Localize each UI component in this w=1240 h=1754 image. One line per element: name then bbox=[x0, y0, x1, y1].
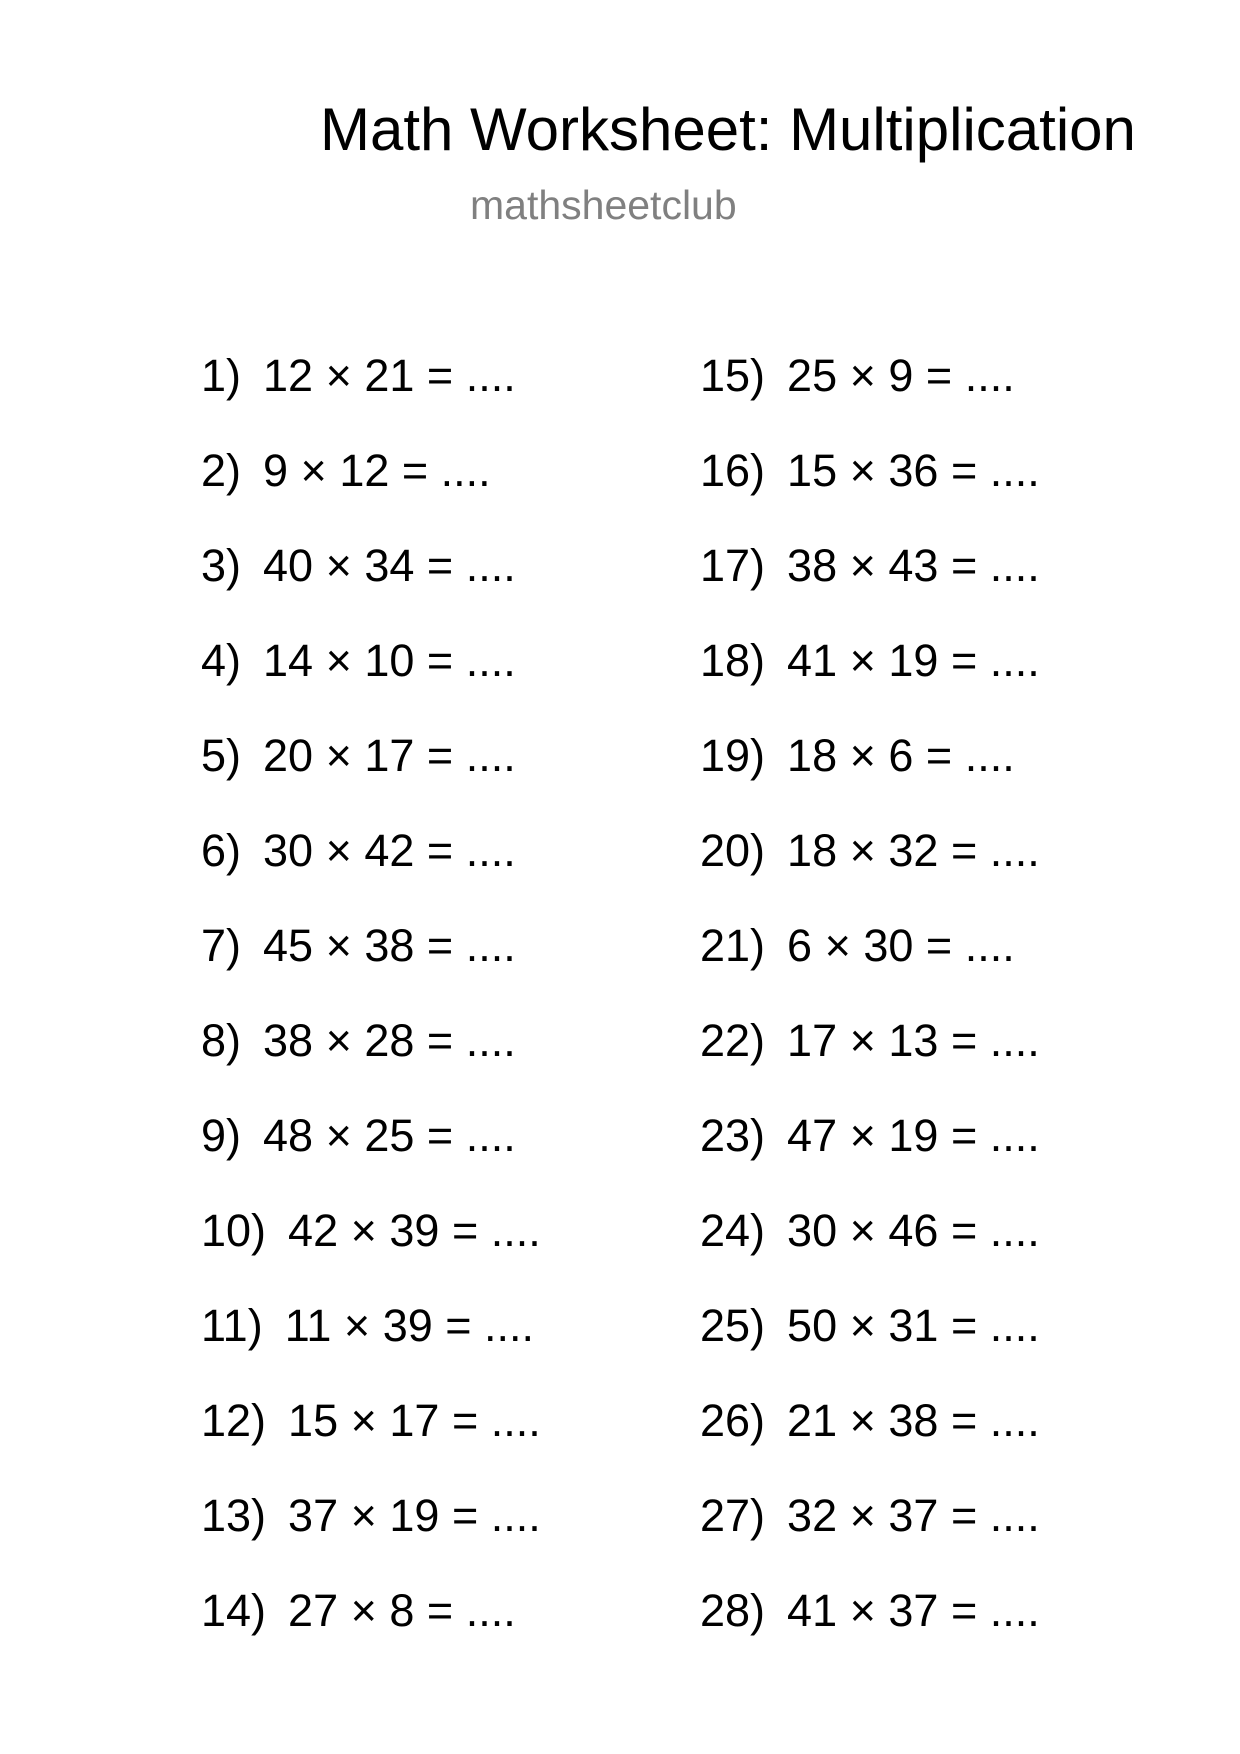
problem-number: 25) bbox=[700, 1300, 766, 1351]
problem-number: 5) bbox=[201, 730, 242, 781]
problem-item bbox=[201, 445, 541, 540]
problem-item bbox=[700, 1300, 1040, 1395]
worksheet-subtitle: mathsheetclub bbox=[470, 182, 737, 228]
problem-number: 27) bbox=[700, 1490, 766, 1541]
problem-number: 9) bbox=[201, 1110, 242, 1161]
problem-number: 20) bbox=[700, 825, 766, 876]
problem-item bbox=[201, 730, 541, 825]
problem-number: 21) bbox=[700, 920, 766, 971]
problem-item bbox=[201, 1395, 541, 1490]
problem-item bbox=[201, 1490, 541, 1585]
problem-number: 17) bbox=[700, 540, 766, 591]
problem-expression: 11 × 39 = .... bbox=[284, 1300, 535, 1351]
problem-expression: 48 × 25 = .... bbox=[263, 1110, 516, 1161]
problem-item bbox=[700, 1585, 1040, 1680]
problem-item bbox=[700, 540, 1040, 635]
problem-number: 3) bbox=[201, 540, 242, 591]
problem-number: 19) bbox=[700, 730, 766, 781]
problem-item bbox=[201, 1015, 541, 1110]
problem-number: 1) bbox=[201, 350, 242, 401]
problem-expression: 6 × 30 = .... bbox=[787, 920, 1015, 971]
problem-number: 14) bbox=[201, 1585, 267, 1636]
problem-expression: 18 × 32 = .... bbox=[787, 825, 1040, 876]
problem-expression: 47 × 19 = .... bbox=[787, 1110, 1040, 1161]
problem-number: 28) bbox=[700, 1585, 766, 1636]
problem-number: 12) bbox=[201, 1395, 267, 1446]
problem-item bbox=[201, 1205, 541, 1300]
problem-number: 6) bbox=[201, 825, 242, 876]
problem-number: 8) bbox=[201, 1015, 242, 1066]
problem-expression: 42 × 39 = .... bbox=[288, 1205, 541, 1256]
problems-left-column bbox=[201, 350, 541, 1680]
worksheet-title: Math Worksheet: Multiplication bbox=[320, 96, 1136, 163]
problem-expression: 45 × 38 = .... bbox=[263, 920, 516, 971]
problem-expression: 9 × 12 = .... bbox=[263, 445, 491, 496]
problem-item bbox=[201, 920, 541, 1015]
problem-expression: 32 × 37 = .... bbox=[787, 1490, 1040, 1541]
problem-expression: 41 × 19 = .... bbox=[787, 635, 1040, 686]
problem-item bbox=[201, 540, 541, 635]
problem-expression: 37 × 19 = .... bbox=[288, 1490, 541, 1541]
problem-expression: 50 × 31 = .... bbox=[787, 1300, 1040, 1351]
problem-expression: 14 × 10 = .... bbox=[263, 635, 516, 686]
problem-expression: 15 × 17 = .... bbox=[288, 1395, 541, 1446]
problem-item bbox=[201, 1110, 541, 1205]
problem-number: 2) bbox=[201, 445, 242, 496]
problem-number: 22) bbox=[700, 1015, 766, 1066]
problem-item bbox=[700, 1015, 1040, 1110]
problem-number: 24) bbox=[700, 1205, 766, 1256]
problem-expression: 18 × 6 = .... bbox=[787, 730, 1015, 781]
problem-expression: 40 × 34 = .... bbox=[263, 540, 516, 591]
problem-number: 15) bbox=[700, 350, 766, 401]
problem-expression: 27 × 8 = .... bbox=[288, 1585, 516, 1636]
problem-item bbox=[700, 1395, 1040, 1490]
problem-number: 7) bbox=[201, 920, 242, 971]
problem-item bbox=[201, 635, 541, 730]
problem-item bbox=[201, 350, 541, 445]
problem-expression: 20 × 17 = .... bbox=[263, 730, 516, 781]
problem-expression: 30 × 42 = .... bbox=[263, 825, 516, 876]
problem-item bbox=[201, 1585, 541, 1680]
problem-number: 18) bbox=[700, 635, 766, 686]
problem-expression: 30 × 46 = .... bbox=[787, 1205, 1040, 1256]
problem-item bbox=[700, 920, 1040, 1015]
problem-number: 11) bbox=[201, 1300, 263, 1351]
problem-item bbox=[201, 1300, 541, 1395]
problem-item bbox=[700, 445, 1040, 540]
problem-item bbox=[700, 1110, 1040, 1205]
problem-expression: 38 × 28 = .... bbox=[263, 1015, 516, 1066]
problem-number: 10) bbox=[201, 1205, 267, 1256]
problem-item bbox=[700, 1490, 1040, 1585]
problem-item bbox=[700, 730, 1040, 825]
problem-item bbox=[201, 825, 541, 920]
problem-number: 23) bbox=[700, 1110, 766, 1161]
problem-number: 16) bbox=[700, 445, 766, 496]
problem-expression: 25 × 9 = .... bbox=[787, 350, 1015, 401]
problem-item bbox=[700, 1205, 1040, 1300]
problem-item bbox=[700, 635, 1040, 730]
problem-expression: 17 × 13 = .... bbox=[787, 1015, 1040, 1066]
problem-item bbox=[700, 350, 1040, 445]
problems-right-column bbox=[700, 350, 1040, 1680]
problem-number: 26) bbox=[700, 1395, 766, 1446]
problem-expression: 12 × 21 = .... bbox=[263, 350, 516, 401]
problem-number: 13) bbox=[201, 1490, 267, 1541]
problem-number: 4) bbox=[201, 635, 242, 686]
problem-expression: 38 × 43 = .... bbox=[787, 540, 1040, 591]
problem-expression: 41 × 37 = .... bbox=[787, 1585, 1040, 1636]
problem-item bbox=[700, 825, 1040, 920]
problem-expression: 21 × 38 = .... bbox=[787, 1395, 1040, 1446]
problem-expression: 15 × 36 = .... bbox=[787, 445, 1040, 496]
